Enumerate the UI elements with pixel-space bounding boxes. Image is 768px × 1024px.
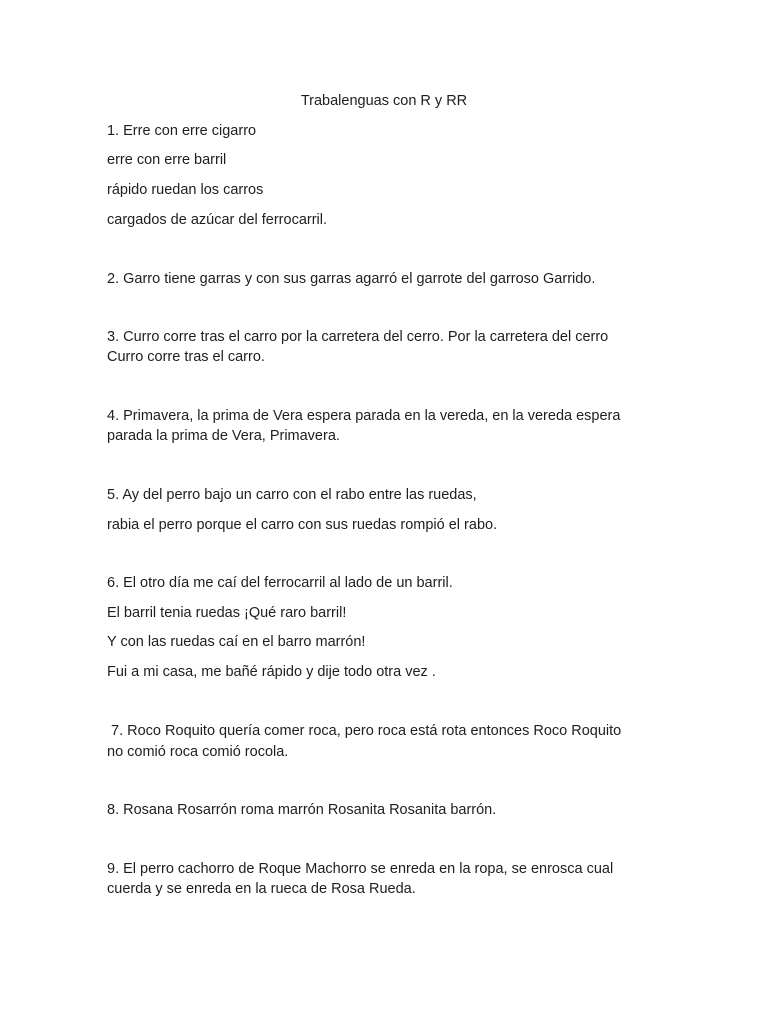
item-9-line-1: 9. El perro cachorro de Roque Machorro se enreda en la ropa, se enrosca cual [107,861,614,877]
item-1-line-3: rápido ruedan los carros [107,182,264,198]
item-1-line-4: cargados de azúcar del ferrocarril. [107,212,328,228]
item-7-line-2: no comió roca comió rocola. [107,744,289,760]
item-1-line-2: erre con erre barril [107,152,227,168]
item-4-line-2: parada la prima de Vera, Primavera. [107,428,340,444]
item-7-line-1: 7. Roco Roquito quería comer roca, pero roca está rota entonces Roco Roquito [107,723,622,739]
item-4-line-1: 4. Primavera, la prima de Vera espera parada en la vereda, en la vereda espera [107,408,621,424]
item-9-line-2: cuerda y se enreda en la rueca de Rosa Rueda. [107,881,416,897]
item-5-line-2: rabia el perro porque el carro con sus ruedas rompió el rabo. [107,517,498,533]
item-1-line-1: 1. Erre con erre cigarro [107,123,257,139]
item-6-line-3: Y con las ruedas caí en el barro marrón! [107,634,366,650]
item-3-line-1: 3. Curro corre tras el carro por la carretera del cerro. Por la carretera del cerro [107,329,609,345]
page-title: Trabalenguas con R y RR [300,93,468,109]
item-6-line-4: Fui a mi casa, me bañé rápido y dije todo otra vez . [107,664,436,680]
item-6-line-2: El barril tenia ruedas ¡Qué raro barril! [107,605,347,621]
item-3-line-2: Curro corre tras el carro. [107,349,265,365]
item-8-line-1: 8. Rosana Rosarrón roma marrón Rosanita Rosanita barrón. [107,802,497,818]
item-6-line-1: 6. El otro día me caí del ferrocarril al lado de un barril. [107,575,453,591]
item-5-line-1: 5. Ay del perro bajo un carro con el rabo entre las ruedas, [107,487,477,503]
item-2-line-1: 2. Garro tiene garras y con sus garras agarró el garrote del garroso Garrido. [107,271,596,287]
